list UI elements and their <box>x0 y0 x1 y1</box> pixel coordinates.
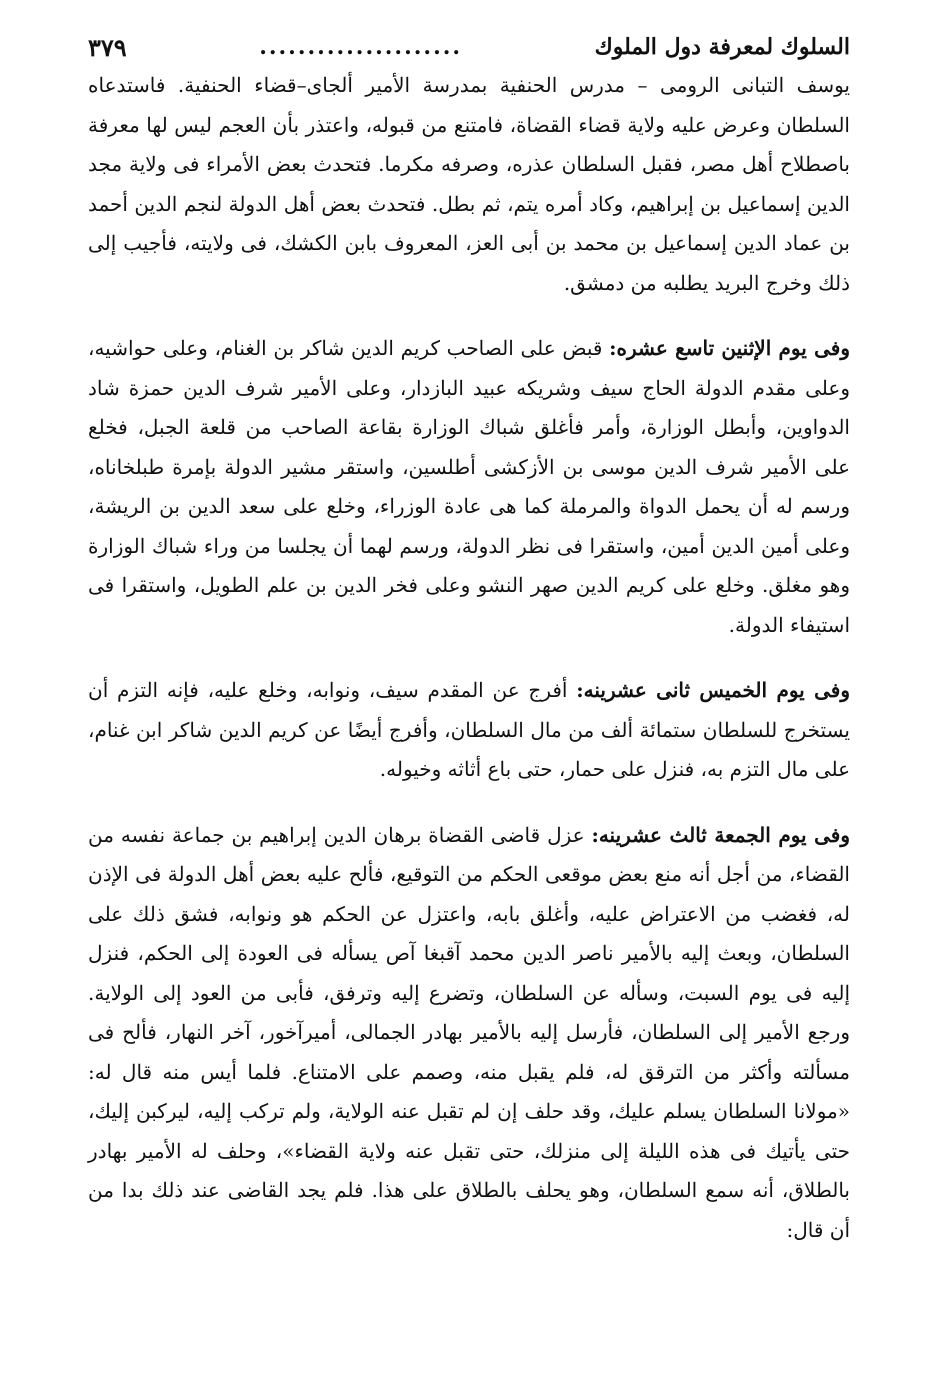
paragraph-2-date-heading: وفى يوم الإثنين تاسع عشره: <box>609 336 850 360</box>
paragraph-4-date-heading: وفى يوم الجمعة ثالث عشرينه: <box>591 822 850 847</box>
page-body <box>88 66 850 1250</box>
paragraph-4 <box>88 816 850 1251</box>
running-header <box>88 30 850 64</box>
paragraph-3 <box>88 671 850 790</box>
paragraph-4-text: عزل قاضى القضاة برهان الدين إبراهيم بن جماعة نفسه من القضاء، من أجل أنه منع بعض موقعى الحكم من التوقيع، فألح عليه بعض أهل الدولة فى الإذن له، فغضب من الاعتراض عليه، وأغلق بابه، واعتزل عن الحكم هو ونوابه، فشق ذلك على السلطان، وبعث إليه بالأمير ناصر الدين محمد آقبغا آص يسأله فى العودة إلى الحكم، فنزل إليه فى يوم السبت، وسأله عن السلطان، وتضرع إليه وترفق، فأبى من العود إلى الولاية. ورجع الأمير إلى السلطان، فأرسل إليه بالأمير بهادر الجمالى، أميرآخور، آخر النهار، فألح فى مسألته وأكثر من الترقق له، فلم يقبل منه، وصمم على الامتناع. فلما أيس منه قال له: «مولانا السلطان يسلم عليك، وقد حلف إن لم تقبل عنه الولاية، ولم تركب إليه، ليركبن إليك، حتى يأتيك فى هذه الليلة إلى منزلك، حتى تقبل عنه ولاية القضاء»، وحلف له الأمير بهادر بالطلاق، أنه سمع السلطان، وهو يحلف بالطلاق على هذا. فلم يجد القاضى عند ذلك بدا من أن قال: <box>88 822 850 1242</box>
running-header-leader-dots: ..................... <box>259 34 463 60</box>
paragraph-3-date-heading: وفى يوم الخميس ثانى عشرينه: <box>576 678 850 702</box>
paragraph-1-text: يوسف التبانى الرومى – مدرس الحنفية بمدرسة الأمير ألجاى–قضاء الحنفية. فاستدعاه السلطان وعرض عليه ولاية قضاء القضاة، فامتنع من قبوله، واعتذر بأن العجم ليس لها معرفة باصطلاح أهل مصر، فقبل السلطان عذره، وصرفه مكرما. فتحدث بعض الأمراء فى ولاية مجد الدين إسماعيل بن إبراهيم، وكاد أمره يتم، ثم بطل. فتحدث بعض أهل الدولة لنجم الدين أحمد بن عماد الدين إسماعيل بن محمد بن أبى العز، المعروف بابن الكشك، فى ولايته، فأجيب إلى ذلك وخرج البريد يطلبه من دمشق. <box>88 73 850 295</box>
paragraph-2-text: قبض على الصاحب كريم الدين شاكر بن الغنام، وعلى حواشيه، وعلى مقدم الدولة الحاج سيف وشريكه عبيد البازدار، وعلى الأمير شرف الدين حمزة شاد الدواوين، وأبطل الوزارة، وأمر فأغلق شباك الوزارة بقاعة الصاحب من قلعة الجبل، فخلع على الأمير شرف الدين موسى بن الأزكشى أطلسين، واستقر مشير الدولة بإمرة طبلخاناه، ورسم له أن يحمل الدواة والمرملة كما هى عادة الوزراء، وخلع على سعد الدين بن الريشة، وعلى أمين الدين أمين، واستقرا فى نظر الدولة، ورسم لهما أن يجلسا من وراء شباك الوزارة وهو مغلق. وخلع على كريم الدين صهر النشو وعلى فخر الدين بن علم الطويل، واستقرا فى استيفاء الدولة. <box>88 336 851 637</box>
paragraph-1 <box>88 66 850 303</box>
running-header-title: السلوك لمعرفة دول الملوك <box>594 34 850 60</box>
paragraph-2 <box>88 329 850 645</box>
page-number: ٣٧٩ <box>88 32 127 62</box>
paragraph-3-text: أفرج عن المقدم سيف، ونوابه، وخلع عليه، فإنه التزم أن يستخرج للسلطان ستمائة ألف من مال السلطان، وأفرج أيضًا عن كريم الدين شاكر ابن غنام، على مال التزم به، فنزل على حمار، حتى باع أثاثه وخيوله. <box>88 678 850 781</box>
